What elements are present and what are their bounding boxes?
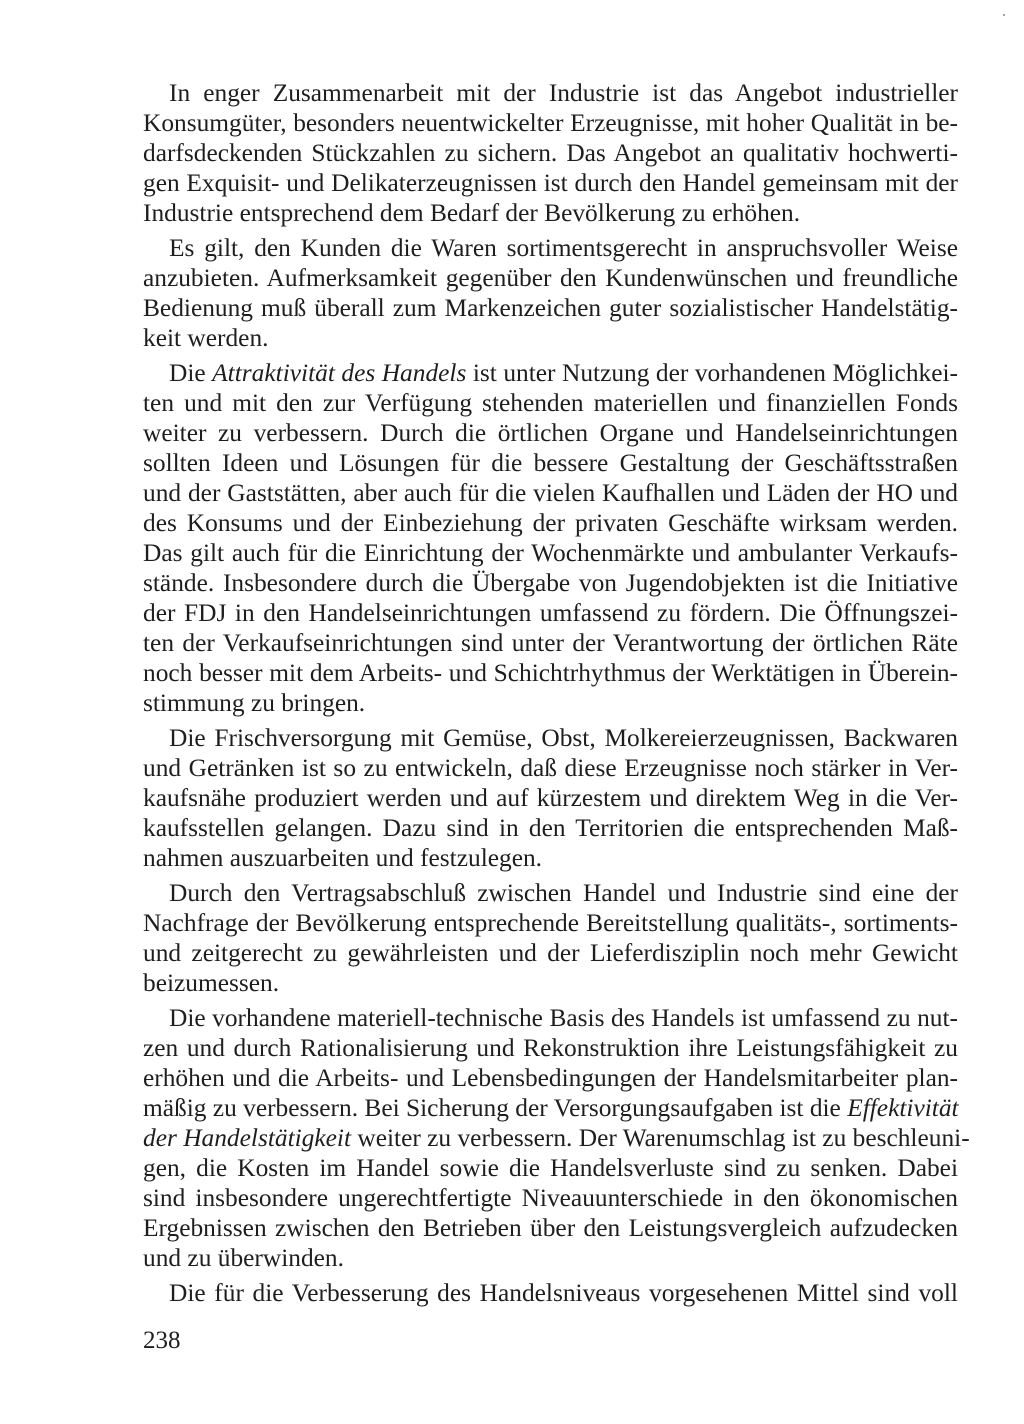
text-line: anzubieten. Aufmerksamkeit gegenüber den Kundenwünschen und freundliche [143, 264, 958, 292]
text-line: beizumessen. [143, 969, 280, 997]
text-line [143, 358, 958, 388]
text-line: kaufsnähe produziert werden und auf kürzestem und direktem Weg in die Ver- [143, 784, 958, 812]
text-line: gen, die Kosten im Handel sowie die Handelsverluste sind zu senken. Dabei [143, 1154, 958, 1182]
page-body [143, 78, 970, 1313]
text-line: der FDJ in den Handelseinrichtungen umfassend zu fördern. Die Öffnungszei- [143, 599, 958, 627]
text-line: und zu überwinden. [143, 1244, 344, 1272]
text-run: weiter zu verbessern. Der Warenumschlag ist zu beschleuni- [351, 1124, 970, 1152]
text-line: zen und durch Rationalisierung und Rekonstruktion ihre Leistungsfähigkeit zu [143, 1034, 958, 1062]
text-run: Die [169, 359, 213, 387]
text-line: sollten Ideen und Lösungen für die bessere Gestaltung der Geschäftsstraßen [143, 449, 958, 477]
text-line: Die vorhandene materiell-technische Basis des Handels ist umfassend zu nut- [169, 1004, 958, 1032]
text-line: erhöhen und die Arbeits- und Lebensbedingungen der Handelsmitarbeiter plan- [143, 1064, 958, 1092]
paragraph-1 [143, 78, 958, 228]
text-line: und zeitgerecht zu gewährleisten und der Lieferdisziplin noch mehr Gewicht [143, 939, 958, 967]
text-line: Durch den Vertragsabschluß zwischen Handel und Industrie sind eine der [169, 879, 958, 907]
page-number: 238 [143, 1327, 181, 1354]
text-line: nahmen auszuarbeiten und festzulegen. [143, 844, 543, 872]
text-line: In enger Zusammenarbeit mit der Industrie ist das Angebot industrieller [169, 79, 958, 107]
text-line: ten der Verkaufseinrichtungen sind unter der Verantwortung der örtlichen Räte [143, 629, 958, 657]
paragraph-2 [143, 233, 958, 353]
paragraph-7 [143, 1278, 958, 1308]
text-line: sind insbesondere ungerechtfertigte Niveauunterschiede in den ökonomischen [143, 1184, 958, 1212]
text-line: weiter zu verbessern. Durch die örtlichen Organe und Handelseinrichtungen [143, 419, 958, 447]
emphasis-text: Attraktivität des Handels [212, 359, 467, 387]
text-line: stände. Insbesondere durch die Übergabe von Jugendobjekten ist die Initiative [143, 569, 958, 597]
text-line: Bedienung muß überall zum Markenzeichen guter sozialistischer Handelstätig- [143, 294, 958, 322]
text-line: stimmung zu bringen. [143, 689, 366, 717]
text-line [143, 1123, 970, 1153]
emphasis-text: Effektivität [847, 1094, 959, 1122]
text-line: des Konsums und der Einbeziehung der privaten Geschäfte wirksam werden. [143, 509, 958, 537]
text-line: und Getränken ist so zu entwickeln, daß diese Erzeugnisse noch stärker in Ver- [143, 754, 958, 782]
text-line: gen Exquisit- und Delikaterzeugnissen ist durch den Handel gemeinsam mit der [143, 169, 958, 197]
text-line: Nachfrage der Bevölkerung entsprechende Bereitstellung qualitäts-, sortiments- [143, 909, 958, 937]
text-line: ten und mit den zur Verfügung stehenden materiellen und finanziellen Fonds [143, 389, 958, 417]
text-line: Das gilt auch für die Einrichtung der Wochenmärkte und ambulanter Verkaufs- [143, 539, 958, 567]
text-run: mäßig zu verbessern. Bei Sicherung der Versorgungsaufgaben ist die [143, 1094, 848, 1122]
paragraph-4 [143, 723, 958, 873]
text-line [143, 1093, 958, 1123]
text-run: ist unter Nutzung der vorhandenen Möglichkei- [466, 359, 958, 387]
paragraph-6 [143, 1003, 970, 1273]
text-line: Es gilt, den Kunden die Waren sortimentsgerecht in anspruchsvoller Weise [169, 234, 958, 262]
text-line: Die Frischversorgung mit Gemüse, Obst, Molkereierzeugnissen, Backwaren [169, 724, 958, 752]
scan-speck [1003, 14, 1005, 16]
text-line: keit werden. [143, 324, 269, 352]
text-line: Industrie entsprechend dem Bedarf der Bevölkerung zu erhöhen. [143, 199, 801, 227]
emphasis-text: der Handelstätigkeit [143, 1124, 352, 1152]
paragraph-5 [143, 878, 958, 998]
text-line: kaufsstellen gelangen. Dazu sind in den Territorien die entsprechenden Maß- [143, 814, 958, 842]
text-line: Konsumgüter, besonders neuentwickelter Erzeugnisse, mit hoher Qualität in be- [143, 109, 958, 137]
paragraph-3 [143, 358, 958, 718]
text-line: Die für die Verbesserung des Handelsniveaus vorgesehenen Mittel sind voll [169, 1279, 958, 1307]
text-line: noch besser mit dem Arbeits- und Schichtrhythmus der Werktätigen in Überein- [143, 659, 958, 687]
text-line: und der Gaststätten, aber auch für die vielen Kaufhallen und Läden der HO und [143, 479, 958, 507]
text-line: Ergebnissen zwischen den Betrieben über den Leistungsvergleich aufzudecken [143, 1214, 958, 1242]
text-line: darfsdeckenden Stückzahlen zu sichern. Das Angebot an qualitativ hochwerti- [143, 139, 958, 167]
